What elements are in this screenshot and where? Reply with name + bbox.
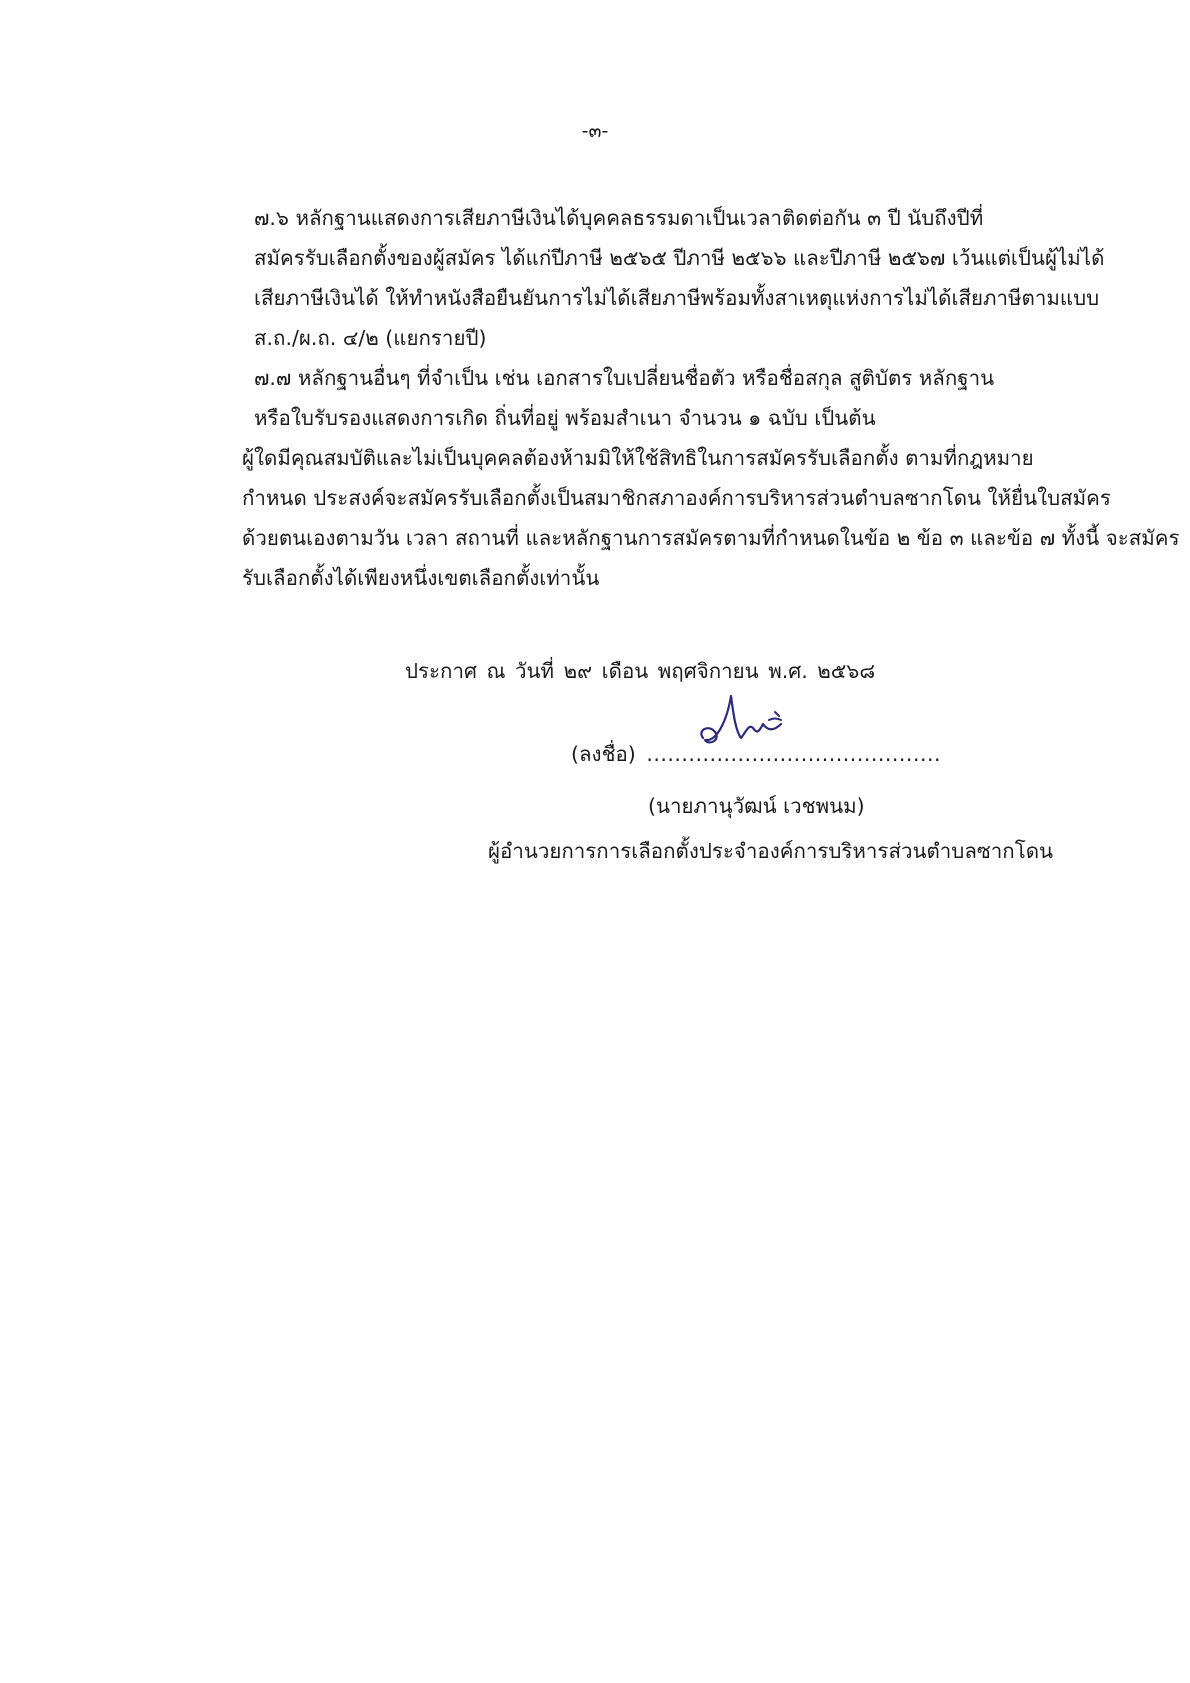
text-line: ผู้ใดมีคุณสมบัติและไม่เป็นบุคคลต้องห้ามมิให้ใช้สิทธิในการสมัครรับเลือกตั้ง ตามที่กฎหมาย (242, 446, 1034, 470)
sign-dotted-line: .......................................... (646, 742, 942, 766)
signer-name: (นายภานุวัฒน์ เวชพนม) (648, 794, 865, 818)
page-number: -๓- (581, 120, 609, 142)
text-line: เสียภาษีเงินได้ ให้ทำหนังสือยืนยันการไม่ได้เสียภาษีพร้อมทั้งสาเหตุแห่งการไม่ได้เสียภาษีตามแบบ (254, 286, 1100, 310)
signature-line (571, 738, 941, 771)
text-line: ส.ถ./ผ.ถ. ๔/๒ (แยกรายปี) (254, 326, 487, 350)
text-line: กำหนด ประสงค์จะสมัครรับเลือกตั้งเป็นสมาชิกสภาองค์การบริหารส่วนตำบลซากโดน ให้ยื่นใบสมัคร (242, 486, 1111, 510)
text-line: หรือใบรับรองแสดงการเกิด ถิ่นที่อยู่ พร้อมสำเนา จำนวน ๑ ฉบับ เป็นต้น (254, 406, 876, 430)
paragraph-7-6 (126, 198, 1105, 358)
paragraph-7-7 (126, 358, 1036, 438)
signer-title: ผู้อำนวยการการเลือกตั้งประจำองค์การบริหารส่วนตำบลซากโดน (488, 839, 1054, 863)
text-line: สมัครรับเลือกตั้งของผู้สมัคร ได้แก่ปีภาษี ๒๕๖๕ ปีภาษี ๒๕๖๖ และปีภาษี ๒๕๖๗ เว้นแต่เป็นผู้ไม่ได้ (254, 246, 1105, 270)
sign-label: (ลงชื่อ) (571, 742, 636, 766)
document-body (126, 198, 1180, 598)
paragraph-eligibility (126, 438, 1180, 598)
text-line: ด้วยตนเองตามวัน เวลา สถานที่ และหลักฐานการสมัครตามที่กำหนดในข้อ ๒ ข้อ ๓ และข้อ ๗ ทั้งนี้ จะสมัคร (242, 526, 1180, 550)
text-line: ๗.๗ หลักฐานอื่นๆ ที่จำเป็น เช่น เอกสารใบเปลี่ยนชื่อตัว หรือชื่อสกุล สูติบัตร หลักฐาน (254, 366, 995, 390)
text-line: รับเลือกตั้งได้เพียงหนึ่งเขตเลือกตั้งเท่านั้น (242, 566, 600, 590)
text-line: ๗.๖ หลักฐานแสดงการเสียภาษีเงินได้บุคคลธรรมดาเป็นเวลาติดต่อกัน ๓ ปี นับถึงปีที่ (254, 206, 984, 230)
announcement-date: ประกาศ ณ วันที่ ๒๙ เดือน พฤศจิกายน พ.ศ. ๒๕๖๘ (405, 659, 876, 683)
